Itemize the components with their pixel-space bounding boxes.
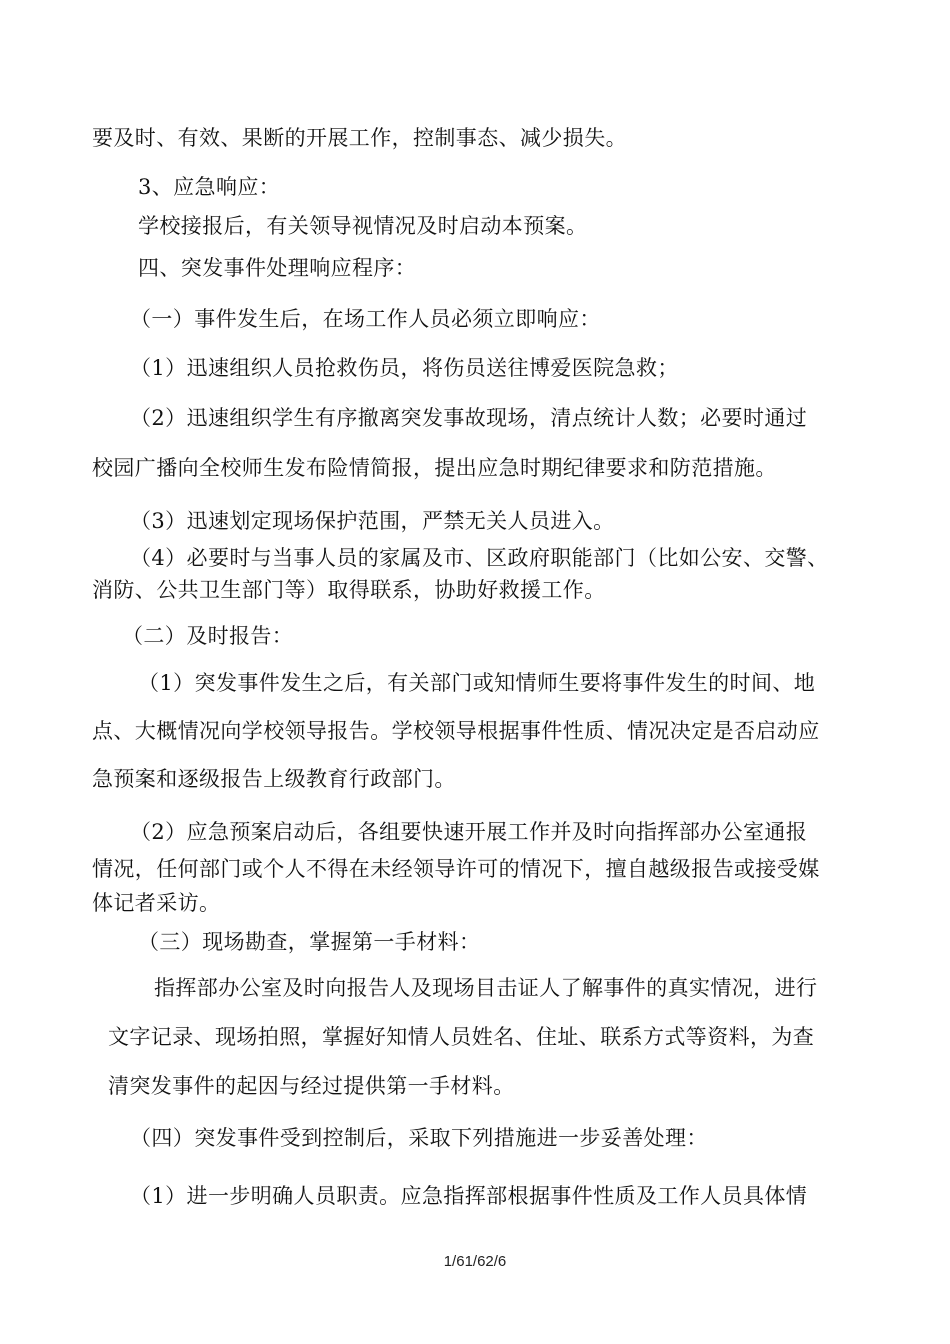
list-item: （3）迅速划定现场保护范围，严禁无关人员进入。 <box>130 509 615 533</box>
subsection-heading: （二）及时报告： <box>122 624 294 648</box>
section-heading: 四、突发事件处理响应程序： <box>138 256 417 280</box>
list-item: （4）必要时与当事人员的家属及市、区政府职能部门（比如公安、交警、 <box>130 546 829 570</box>
paragraph-line: 文字记录、现场拍照，掌握好知情人员姓名、住址、联系方式等资料，为查 <box>108 1025 815 1049</box>
paragraph-line: 学校接报后，有关领导视情况及时启动本预案。 <box>138 214 588 238</box>
paragraph-line: 体记者采访。 <box>92 891 221 915</box>
paragraph-line: 校园广播向全校师生发布险情简报，提出应急时期纪律要求和防范措施。 <box>92 456 777 480</box>
paragraph-line: 清突发事件的起因与经过提供第一手材料。 <box>108 1074 515 1098</box>
paragraph-line: 情况，任何部门或个人不得在未经领导许可的情况下，擅自越级报告或接受媒 <box>92 857 820 881</box>
paragraph-line: 消防、公共卫生部门等）取得联系，协助好救援工作。 <box>92 578 606 602</box>
paragraph-line: 急预案和逐级报告上级教育行政部门。 <box>92 767 456 791</box>
list-item: （2）应急预案启动后，各组要快速开展工作并及时向指挥部办公室通报 <box>130 820 808 844</box>
paragraph-line: 指挥部办公室及时向报告人及现场目击证人了解事件的真实情况，进行 <box>154 976 818 1000</box>
subsection-heading: （一）事件发生后，在场工作人员必须立即响应： <box>130 307 601 331</box>
list-item: （1）进一步明确人员职责。应急指挥部根据事件性质及工作人员具体情 <box>130 1184 808 1208</box>
section-heading: 3、应急响应： <box>138 175 281 199</box>
paragraph-line: 要及时、有效、果断的开展工作，控制事态、减少损失。 <box>92 126 627 150</box>
list-item: （2）迅速组织学生有序撤离突发事故现场，清点统计人数；必要时通过 <box>130 406 808 430</box>
subsection-heading: （三）现场勘查，掌握第一手材料： <box>138 930 481 954</box>
page-number: 1/61/62/6 <box>443 1253 507 1270</box>
paragraph-line: 点、大概情况向学校领导报告。学校领导根据事件性质、情况决定是否启动应 <box>92 719 820 743</box>
list-item: （1）迅速组织人员抢救伤员，将伤员送往博爱医院急救； <box>130 356 679 380</box>
subsection-heading: （四）突发事件受到控制后，采取下列措施进一步妥善处理： <box>130 1126 708 1150</box>
list-item: （1）突发事件发生之后，有关部门或知情师生要将事件发生的时间、地 <box>138 671 816 695</box>
